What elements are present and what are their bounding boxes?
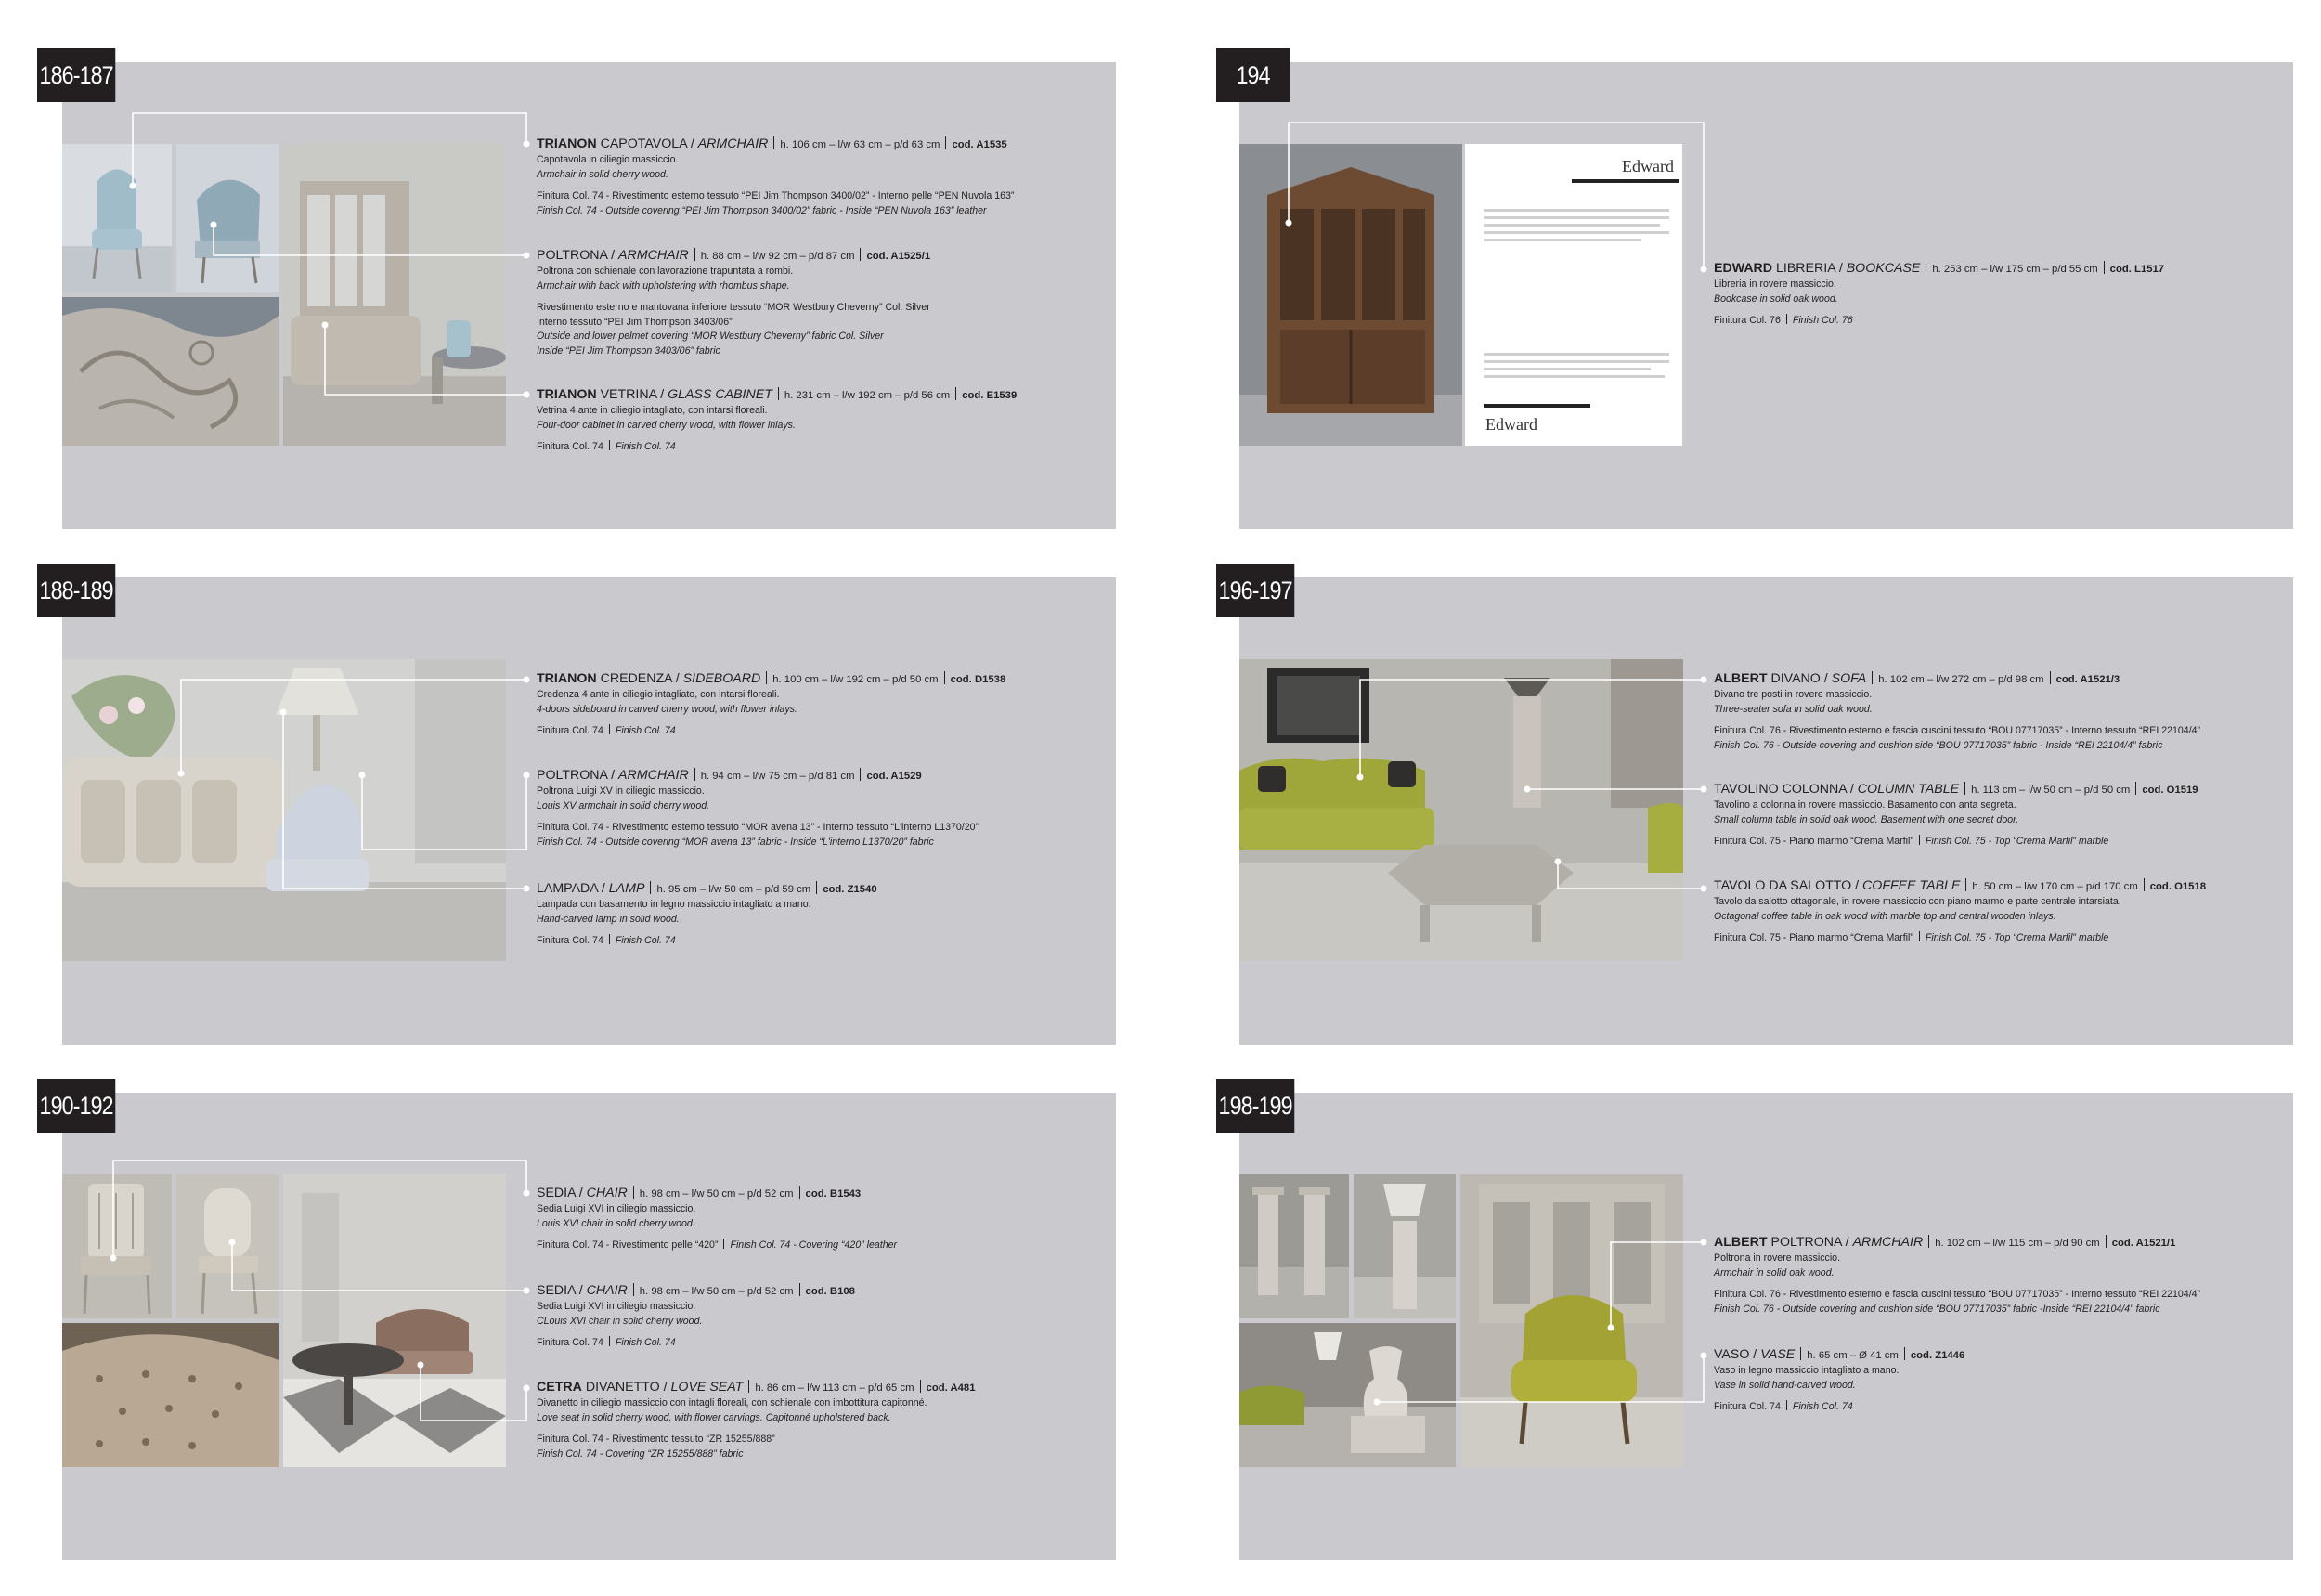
product-type-en: COLUMN TABLE xyxy=(1857,782,1960,797)
finish-en: Finish Col. 74 xyxy=(615,935,676,946)
product-code: cod. A481 xyxy=(926,1382,976,1394)
separator xyxy=(778,387,779,400)
separator xyxy=(1965,878,1966,891)
finish-it: Finitura Col. 74 xyxy=(537,725,603,736)
photo-chair-side xyxy=(176,1174,279,1318)
product-description-it: Poltrona in rovere massiccio. xyxy=(1714,1252,1841,1264)
finish-it: Finitura Col. 75 - Piano marmo “Crema Marfil” xyxy=(1714,836,1913,847)
finish-it: Finitura Col. 74 xyxy=(537,1337,603,1348)
finish-line: Rivestimento esterno e mantovana inferiore tessuto “MOR Westbury Cheverny” Col. Silver xyxy=(537,302,930,313)
product-type: VETRINA / xyxy=(596,387,668,402)
product-dimensions: h. 253 cm – l/w 175 cm – p/d 55 cm xyxy=(1932,264,2098,275)
product-type-en: SOFA xyxy=(1831,671,1867,686)
product-finish xyxy=(537,1433,1131,1461)
product-entry xyxy=(1714,1346,2308,1415)
product-type-en: VASE xyxy=(1760,1347,1796,1362)
product-description-en: Armchair in solid oak wood. xyxy=(1714,1266,1835,1278)
separator xyxy=(766,671,767,684)
photo-loveseat-room xyxy=(283,1174,506,1467)
product-description-it: Capotavola in ciliegio massiccio. xyxy=(537,154,679,165)
photo-chair-back xyxy=(62,1174,172,1318)
product-title xyxy=(1714,1234,2308,1252)
separator xyxy=(1919,931,1920,941)
separator xyxy=(1904,1347,1905,1360)
product-description-en: Vase in solid hand-carved wood. xyxy=(1714,1379,1856,1391)
product-description-it: Poltrona Luigi XV in ciliegio massiccio. xyxy=(537,785,705,797)
separator xyxy=(2106,1235,2107,1248)
separator xyxy=(1800,1347,1801,1360)
separator xyxy=(860,248,861,261)
finish-line: Finitura Col. 74 - Rivestimento esterno tessuto “MOR avena 13” - Interno tessuto “L'interno L1370/20” xyxy=(537,822,979,833)
product-dimensions: h. 94 cm – l/w 75 cm – p/d 81 cm xyxy=(700,771,855,782)
separator xyxy=(945,136,946,149)
separator xyxy=(816,881,817,894)
finish-line: Finitura Col. 74 - Rivestimento esterno tessuto “PEI Jim Thompson 3400/02” - Interno pelle “PEN Nuvola 163” xyxy=(537,190,1015,201)
product-description-it: Divano tre posti in rovere massiccio. xyxy=(1714,689,1873,700)
separator xyxy=(773,136,774,149)
page-number-tag: 194 xyxy=(1216,48,1290,102)
finish-line: Finish Col. 76 - Outside covering and cushion side “BOU 07717035” fabric -Inside “REI 22104/4” fabric xyxy=(1714,1303,2160,1315)
finish-it: Finitura Col. 74 - Rivestimento pelle “420” xyxy=(537,1239,719,1251)
separator xyxy=(1872,671,1873,684)
product-entry xyxy=(1714,1234,2308,1317)
product-type-en: SIDEBOARD xyxy=(682,671,761,686)
separator xyxy=(723,1239,724,1249)
photo-sideboard-room xyxy=(62,659,506,961)
product-type: POLTRONA / xyxy=(537,768,619,783)
product-description-en: Love seat in solid cherry wood, with flower carvings. Capitonné upholstered back. xyxy=(537,1411,891,1423)
product-type: POLTRONA / xyxy=(1767,1235,1853,1250)
product-line-name: CETRA xyxy=(537,1380,582,1395)
separator xyxy=(944,671,945,684)
photo-bookcase xyxy=(1239,144,1462,446)
product-dimensions: h. 95 cm – l/w 50 cm – p/d 59 cm xyxy=(656,884,811,895)
product-title xyxy=(537,386,1131,404)
product-description-en: CLouis XVI chair in solid cherry wood. xyxy=(537,1315,703,1327)
photo-vase xyxy=(1239,1323,1456,1467)
photo-albert-armchair xyxy=(1460,1174,1683,1467)
product-finish xyxy=(537,301,1131,358)
product-type-en: COFFEE TABLE xyxy=(1862,878,1961,893)
product-line-name: TRIANON xyxy=(537,387,597,402)
product-title xyxy=(1714,781,2308,798)
product-type: LAMPADA / xyxy=(537,881,609,896)
separator xyxy=(1786,314,1787,324)
page-number-tag: 190-192 xyxy=(37,1079,115,1133)
separator xyxy=(1919,835,1920,845)
product-description-en: Small column table in solid oak wood. Basement with one secret door. xyxy=(1714,813,2019,825)
product-entry xyxy=(537,1185,1131,1253)
product-finish xyxy=(1714,314,2308,329)
separator xyxy=(2050,671,2051,684)
product-description-en: Armchair in solid cherry wood. xyxy=(537,168,668,180)
product-description-it: Tavolino a colonna in rovere massiccio. Basamento con anta segreta. xyxy=(1714,799,2016,811)
finish-line: Finish Col. 76 - Outside covering and cushion side “BOU 07717035” fabric - Inside “REI 22104/4” fabric xyxy=(1714,739,2163,751)
finish-it: Finitura Col. 74 xyxy=(537,441,603,452)
product-entry xyxy=(537,880,1131,949)
product-dimensions: h. 106 cm – l/w 63 cm – p/d 63 cm xyxy=(780,139,940,150)
separator xyxy=(609,440,610,450)
separator xyxy=(609,724,610,734)
finish-it: Finitura Col. 75 - Piano marmo “Crema Marfil” xyxy=(1714,932,1913,943)
product-type-en: ARMCHAIR xyxy=(697,136,769,151)
finish-line: Outside and lower pelmet covering “MOR Westbury Cheverny” fabric Col. Silver xyxy=(537,331,884,342)
product-type: DIVANETTO / xyxy=(581,1380,671,1395)
finish-line: Inside “PEI Jim Thompson 3403/06” fabric xyxy=(537,344,720,357)
product-description-it: Sedia Luigi XVI in ciliegio massiccio. xyxy=(537,1203,696,1214)
photo-carved-detail xyxy=(62,297,279,446)
product-finish xyxy=(1714,835,2308,850)
product-title xyxy=(537,880,1131,898)
finish-line: Finitura Col. 76 - Rivestimento esterno e fascia cuscini tessuto “BOU 07717035” - Interno tessuto “REI 22104/4” xyxy=(1714,725,2201,736)
product-code: cod. E1539 xyxy=(962,390,1018,401)
product-description-en: 4-doors sideboard in carved cherry wood, with flower inlays. xyxy=(537,703,797,715)
product-code: cod. D1538 xyxy=(950,674,1006,685)
product-description-en: Four-door cabinet in carved cherry wood, with flower inlays. xyxy=(537,419,796,431)
product-entry xyxy=(537,136,1131,218)
product-entry xyxy=(1714,670,2308,753)
product-type-en: LOVE SEAT xyxy=(670,1380,744,1395)
product-finish xyxy=(1714,724,2308,753)
product-code: cod. Z1540 xyxy=(823,884,877,895)
product-code: cod. O1518 xyxy=(2149,881,2207,892)
product-dimensions: h. 100 cm – l/w 192 cm – p/d 50 cm xyxy=(772,674,939,685)
page-number-tag: 196-197 xyxy=(1216,564,1294,617)
page-number-tag: 198-199 xyxy=(1216,1079,1294,1133)
product-description-it: Tavolo da salotto ottagonale, in rovere massiccio con piano marmo e parte centrale intarsiata. xyxy=(1714,896,2121,907)
separator xyxy=(799,1283,800,1296)
product-description-en: Louis XV armchair in solid cherry wood. xyxy=(537,799,710,811)
separator xyxy=(2104,261,2105,274)
separator xyxy=(609,1336,610,1346)
product-entry xyxy=(537,1379,1131,1461)
product-type: VASO / xyxy=(1714,1347,1761,1362)
product-entry xyxy=(537,767,1131,850)
page-number-tag: 188-189 xyxy=(37,564,115,617)
product-title xyxy=(537,247,1131,265)
product-title xyxy=(537,1282,1131,1300)
photo-armchair-back xyxy=(176,144,279,292)
separator xyxy=(1786,1400,1787,1410)
product-code: cod. O1519 xyxy=(2142,785,2198,796)
separator xyxy=(2135,782,2136,795)
finish-en: Finish Col. 76 xyxy=(1792,315,1853,326)
finish-line: Finish Col. 74 - Outside covering “PEI Jim Thompson 3400/02” fabric - Inside “PEN Nuvola 163” leather xyxy=(537,204,987,216)
product-dimensions: h. 231 cm – l/w 192 cm – p/d 56 cm xyxy=(784,390,951,401)
product-line-name: TRIANON xyxy=(537,671,597,686)
finish-en: Finish Col. 75 - Top “Crema Marfil” marble xyxy=(1925,836,2109,847)
product-finish xyxy=(537,1239,1131,1253)
product-code: cod. A1525/1 xyxy=(866,251,931,262)
product-title xyxy=(537,1185,1131,1202)
finish-en: Finish Col. 74 xyxy=(615,725,676,736)
product-dimensions: h. 102 cm – l/w 115 cm – p/d 90 cm xyxy=(1935,1238,2100,1249)
product-type: LIBRERIA / xyxy=(1772,261,1847,276)
product-finish xyxy=(1714,1400,2308,1415)
separator xyxy=(1964,782,1965,795)
product-type: TAVOLO DA SALOTTO / xyxy=(1714,878,1863,893)
finish-en: Finish Col. 74 xyxy=(615,1337,676,1348)
product-type-en: ARMCHAIR xyxy=(618,248,689,263)
separator xyxy=(799,1186,800,1199)
product-type-en: ARMCHAIR xyxy=(618,768,689,783)
product-description-en: Octagonal coffee table in oak wood with marble top and central wooden inlays. xyxy=(1714,910,2056,922)
product-dimensions: h. 102 cm – l/w 272 cm – p/d 98 cm xyxy=(1878,674,2044,685)
product-type-en: BOOKCASE xyxy=(1846,261,1921,276)
product-entry xyxy=(1714,877,2308,946)
separator xyxy=(650,881,651,894)
product-code: cod. L1517 xyxy=(2109,264,2165,275)
separator xyxy=(955,387,956,400)
product-description-en: Louis XVI chair in solid cherry wood. xyxy=(537,1217,695,1229)
finish-line: Finitura Col. 76 - Rivestimento esterno e fascia cuscini tessuto “BOU 07717035” - Interno tessuto “REI 22104/4” xyxy=(1714,1289,2201,1300)
product-title xyxy=(537,670,1131,688)
product-title xyxy=(537,767,1131,785)
finish-it: Finitura Col. 74 xyxy=(537,935,603,946)
product-title xyxy=(1714,670,2308,688)
product-title xyxy=(1714,1346,2308,1364)
product-description-it: Lampada con basamento in legno massiccio intagliato a mano. xyxy=(537,899,811,910)
product-line-name: ALBERT xyxy=(1714,671,1768,686)
product-finish xyxy=(537,821,1131,850)
finish-en: Finish Col. 74 xyxy=(1792,1401,1853,1412)
photo-armchair-front xyxy=(62,144,172,292)
product-description-it: Vaso in legno massiccio intagliato a mano. xyxy=(1714,1365,1900,1376)
finish-line: Finitura Col. 74 - Rivestimento tessuto “ZR 15255/888” xyxy=(537,1434,775,1445)
finish-line: Interno tessuto “PEI Jim Thompson 3403/06” xyxy=(537,316,733,328)
product-title xyxy=(1714,260,2308,278)
product-entry xyxy=(1714,260,2308,329)
product-type-en: CHAIR xyxy=(586,1283,628,1298)
finish-line: Finish Col. 74 - Covering “ZR 15255/888” fabric xyxy=(537,1447,744,1460)
product-description-en: Three-seater sofa in solid oak wood. xyxy=(1714,703,1873,715)
photo-column-lamp xyxy=(1354,1174,1456,1318)
separator xyxy=(748,1380,749,1393)
product-finish xyxy=(1714,931,2308,946)
product-type: DIVANO / xyxy=(1767,671,1832,686)
product-type-en: ARMCHAIR xyxy=(1852,1235,1924,1250)
separator xyxy=(694,768,695,781)
photo-sofa-room xyxy=(1239,659,1683,961)
product-type: CAPOTAVOLA / xyxy=(596,136,698,151)
product-finish xyxy=(537,1336,1131,1351)
product-description-en: Armchair with back with upholstering with rhombus shape. xyxy=(537,279,790,292)
product-description-it: Libreria in rovere massiccio. xyxy=(1714,279,1836,290)
product-line-name: EDWARD xyxy=(1714,261,1773,276)
product-dimensions: h. 98 cm – l/w 50 cm – p/d 52 cm xyxy=(639,1286,794,1297)
finish-en: Finish Col. 74 xyxy=(615,441,676,452)
product-dimensions: h. 86 cm – l/w 113 cm – p/d 65 cm xyxy=(755,1382,914,1394)
finish-it: Finitura Col. 74 xyxy=(1714,1401,1781,1412)
product-type-en: GLASS CABINET xyxy=(668,387,772,402)
product-dimensions: h. 88 cm – l/w 92 cm – p/d 87 cm xyxy=(700,251,855,262)
product-finish xyxy=(1714,1288,2308,1317)
product-description-it: Credenza 4 ante in ciliegio intagliato, con intarsi floreali. xyxy=(537,689,780,700)
photo-catalog-page-edward xyxy=(1465,144,1682,446)
product-type-en: CHAIR xyxy=(586,1186,628,1200)
product-title xyxy=(537,1379,1131,1396)
product-finish xyxy=(537,934,1131,949)
product-dimensions: h. 65 cm – Ø 41 cm xyxy=(1807,1350,1899,1361)
product-entry xyxy=(537,670,1131,739)
finish-en: Finish Col. 75 - Top “Crema Marfil” marble xyxy=(1925,932,2109,943)
product-type: SEDIA / xyxy=(537,1283,587,1298)
product-code: cod. A1535 xyxy=(952,139,1007,150)
product-line-name: ALBERT xyxy=(1714,1235,1768,1250)
product-code: cod. A1521/3 xyxy=(2055,674,2120,685)
product-description-it: Sedia Luigi XVI in ciliegio massiccio. xyxy=(537,1301,696,1312)
product-line-name: TRIANON xyxy=(537,136,597,151)
product-code: cod. A1521/1 xyxy=(2111,1238,2176,1249)
product-code: cod. B1543 xyxy=(805,1188,862,1200)
product-title xyxy=(1714,877,2308,895)
separator xyxy=(1928,1235,1929,1248)
separator xyxy=(609,934,610,944)
product-description-en: Hand-carved lamp in solid wood. xyxy=(537,913,680,925)
finish-line: Finish Col. 74 - Outside covering “MOR avena 13” fabric - Inside “L'interno L1370/20” fabric xyxy=(537,836,934,848)
product-description-en: Bookcase in solid oak wood. xyxy=(1714,292,1838,305)
product-entry xyxy=(537,386,1131,455)
finish-it: Finitura Col. 76 xyxy=(1714,315,1781,326)
photo-glass-cabinet-room xyxy=(283,144,506,446)
finish-en: Finish Col. 74 - Covering “420” leather xyxy=(730,1239,898,1251)
separator xyxy=(694,248,695,261)
product-description-it: Poltrona con schienale con lavorazione trapuntata a rombi. xyxy=(537,266,794,277)
product-dimensions: h. 98 cm – l/w 50 cm – p/d 52 cm xyxy=(639,1188,794,1200)
svg-text:Edward: Edward xyxy=(1485,415,1537,434)
product-finish xyxy=(537,440,1131,455)
product-entry xyxy=(537,1282,1131,1351)
svg-text:Edward: Edward xyxy=(1622,157,1674,175)
product-entry xyxy=(1714,781,2308,850)
product-finish xyxy=(537,724,1131,739)
product-finish xyxy=(537,189,1131,218)
product-type-en: LAMP xyxy=(608,881,645,896)
page-number-tag: 186-187 xyxy=(37,48,115,102)
product-dimensions: h. 50 cm – l/w 170 cm – p/d 170 cm xyxy=(1972,881,2138,892)
product-type: CREDENZA / xyxy=(596,671,683,686)
product-type: TAVOLINO COLONNA / xyxy=(1714,782,1858,797)
product-type: SEDIA / xyxy=(537,1186,587,1200)
product-type: POLTRONA / xyxy=(537,248,619,263)
separator xyxy=(920,1380,921,1393)
product-code: cod. B108 xyxy=(805,1286,855,1297)
separator xyxy=(633,1186,634,1199)
product-description-it: Vetrina 4 ante in ciliegio intagliato, con intarsi floreali. xyxy=(537,405,768,416)
separator xyxy=(2144,878,2145,891)
product-title xyxy=(537,136,1131,153)
product-entry xyxy=(537,247,1131,358)
product-code: cod. A1529 xyxy=(866,771,922,782)
photo-column-tables xyxy=(1239,1174,1349,1318)
product-dimensions: h. 113 cm – l/w 50 cm – p/d 50 cm xyxy=(1971,785,2131,796)
separator xyxy=(633,1283,634,1296)
product-code: cod. Z1446 xyxy=(1910,1350,1965,1361)
separator xyxy=(860,768,861,781)
product-description-it: Divanetto in ciliegio massiccio con intagli floreali, con schienale con imbottitura capitonné. xyxy=(537,1397,927,1408)
photo-capitonne-detail xyxy=(62,1323,279,1467)
